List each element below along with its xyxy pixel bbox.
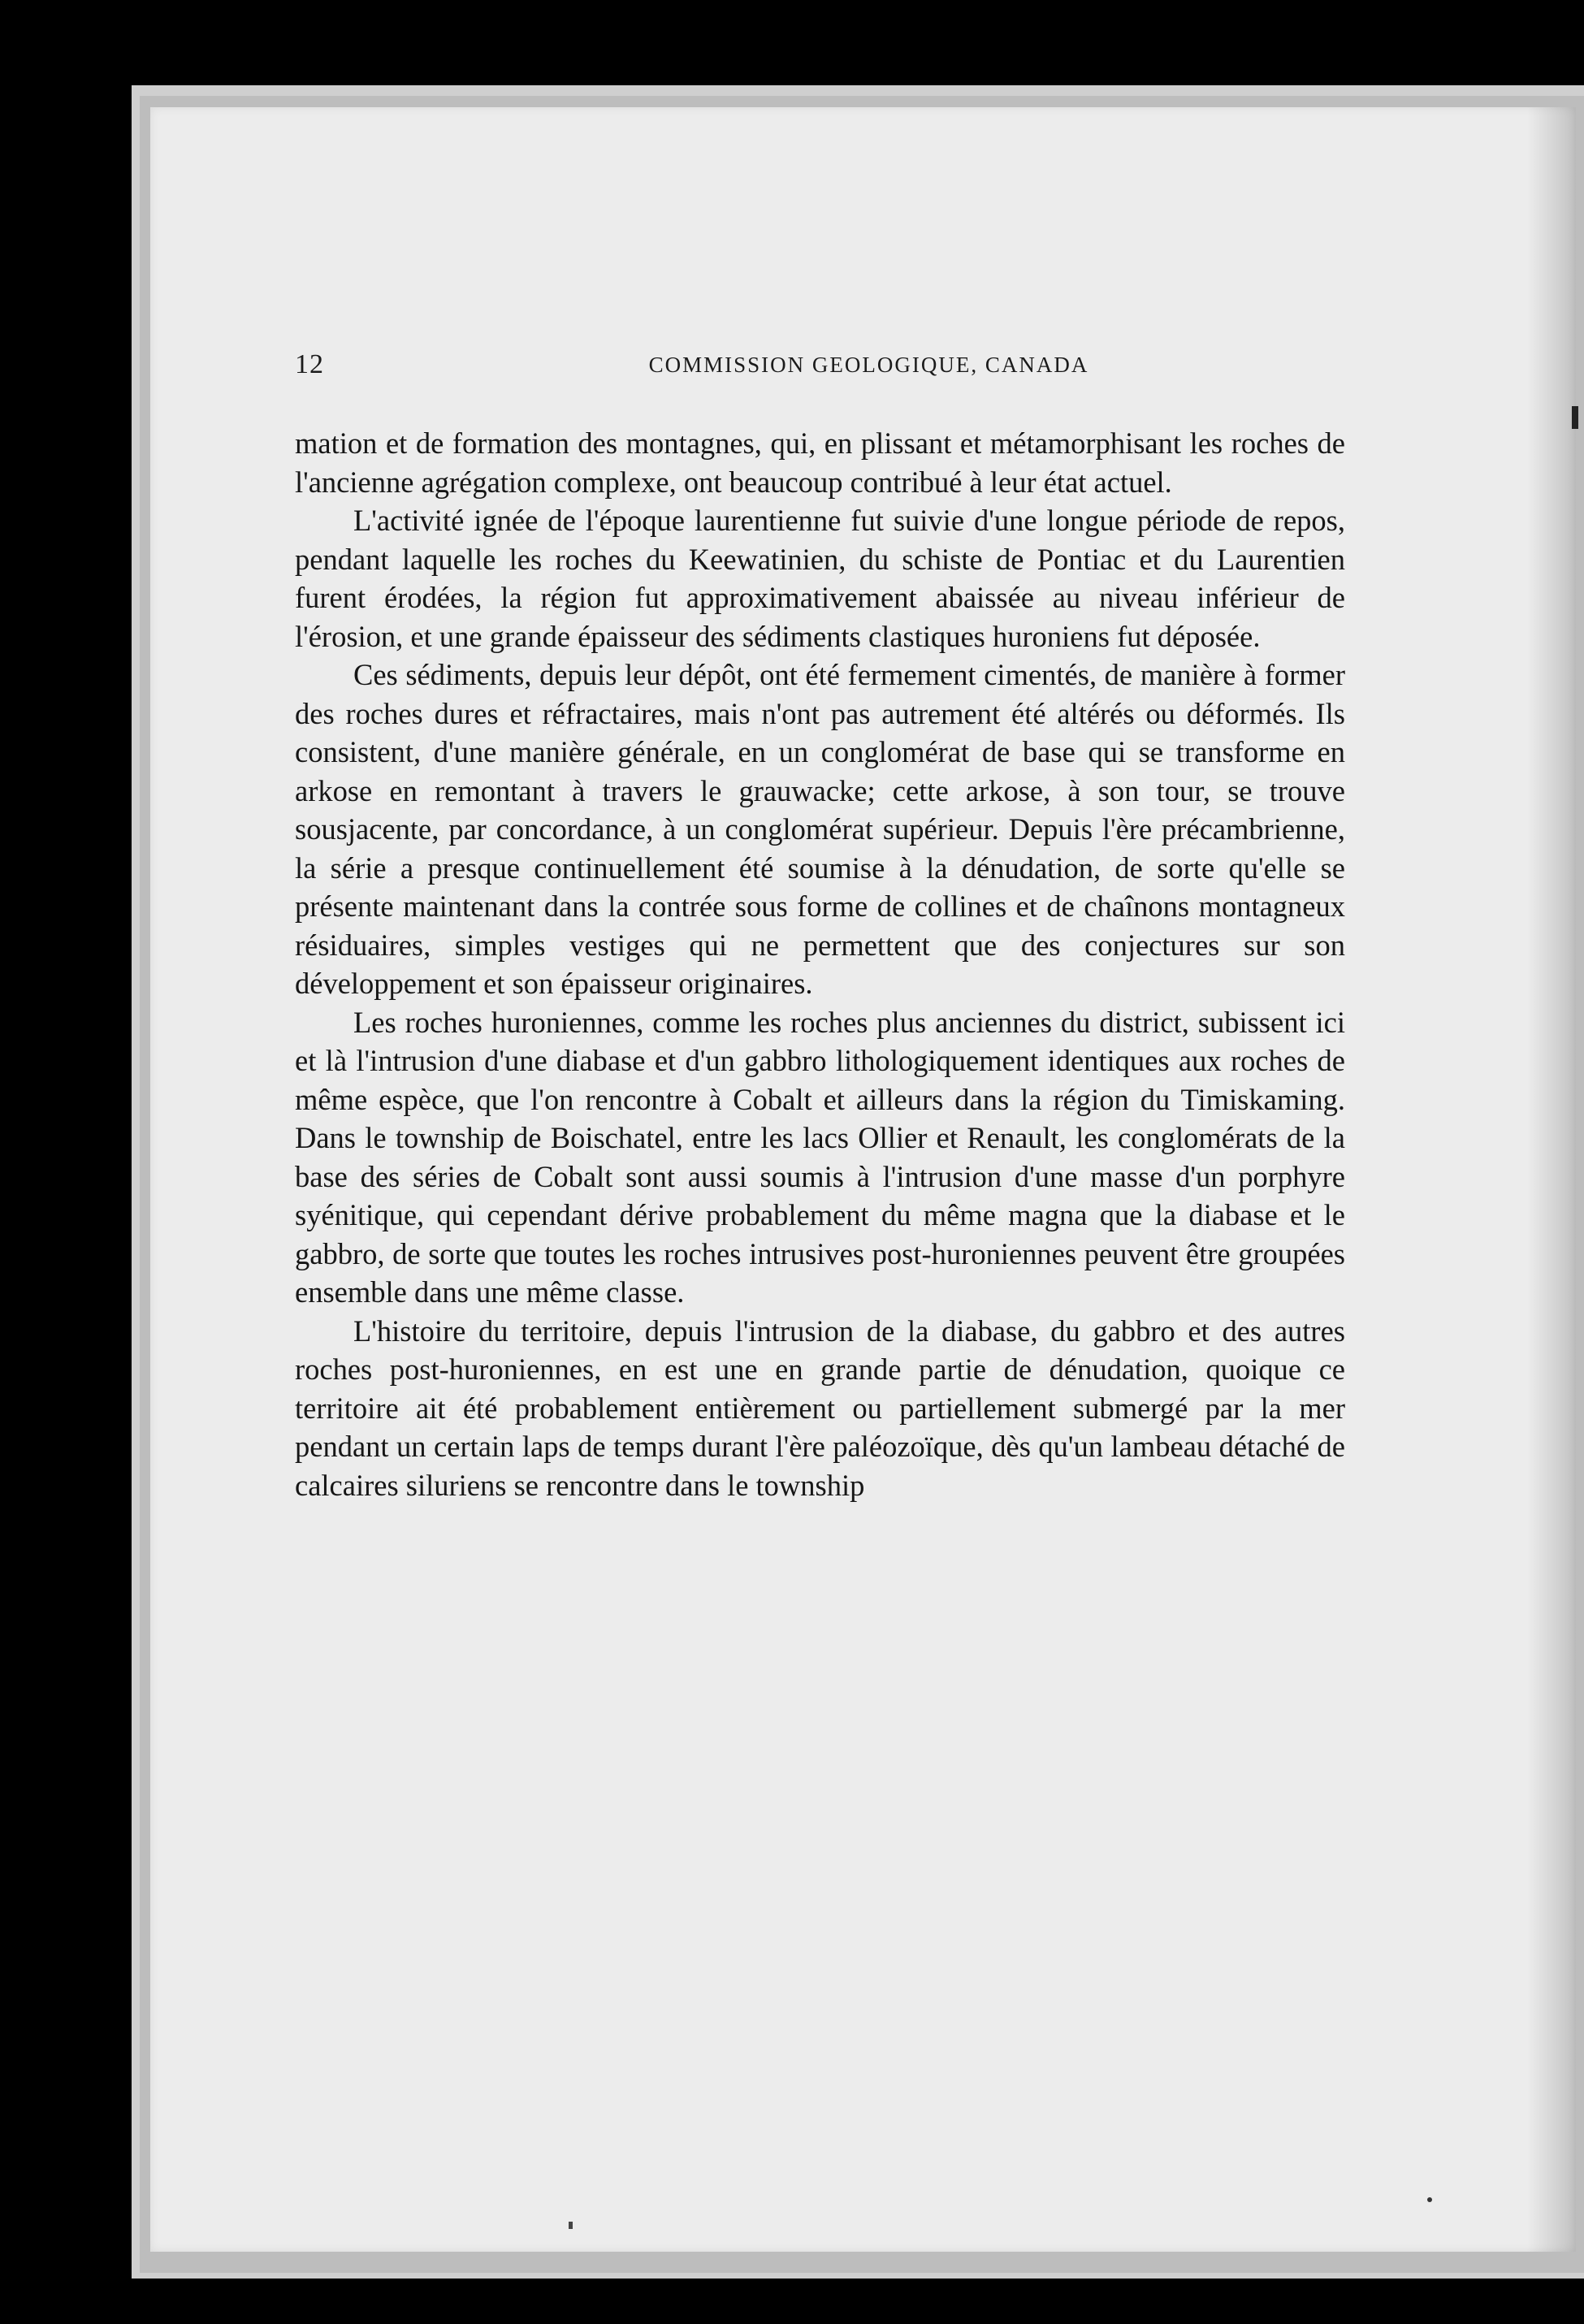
page-number: 12 [295, 349, 324, 379]
paragraph-2: L'activité ignée de l'époque laurentienne fut suivie d'une longue période de repos, pendant laquelle les roches du Keewatinien, du schiste de Pontiac et du Laurentien furent érodées, la région fut approximativement abaissée au niveau inférieur de l'érosion, et une grande épaisseur des sédiments clastiques huroniens fut déposée. [295, 504, 1345, 653]
paragraph-3: Ces sédiments, depuis leur dépôt, ont été fermement cimentés, de manière à former des roches dures et réfractaires, mais n'ont pas autrement été altérés ou déformés. Ils consistent, d'une manière générale, en un conglomérat de base qui se transforme en arkose en remontant à travers le grauwacke; cette arkose, à son tour, se trouve sousjacente, par concordance, à un conglomérat supérieur. Depuis l'ère précambrienne, la série a presque continuellement été soumise à la dénudation, de sorte qu'elle se présente maintenant dans la contrée sous forme de collines et de chaînons montagneux résiduaires, simples vestiges qui ne permettent que des conjectures sur son développement et son épaisseur originaires. [295, 658, 1345, 1000]
paragraph-4: Les roches huroniennes, comme les roches plus anciennes du district, subissent ici et là l'intrusion d'une diabase et d'un gabbro lithologiquement identiques aux roches de même espèce, que l'on rencontre à Cobalt et ailleurs dans la région du Timiskaming. Dans le township de Boischatel, entre les lacs Ollier et Renault, les conglomérats de la base des séries de Cobalt sont aussi soumis à l'intrusion d'une masse d'un porphyre syénitique, qui cependant dérive probablement du même magna que la diabase et le gabbro, de sorte que toutes les roches intrusives post-huroniennes peuvent être groupées ensemble dans une même classe. [295, 1005, 1345, 1309]
scan-speck [1427, 2197, 1432, 2202]
page-header [295, 349, 1345, 398]
paragraph-5: L'histoire du territoire, depuis l'intrusion de la diabase, du gabbro et des autres roches post-huroniennes, en est une en grande partie de dénudation, quoique ce territoire ait été probablement entièrement ou partiellement submergé par la mer pendant un certain laps de temps durant l'ère paléozoïque, dès qu'un lambeau détaché de calcaires siluriens se rencontre dans le township [295, 1313, 1345, 1502]
paragraph-1: mation et de formation des montagnes, qui, en plissant et métamorphisant les roches de l'ancienne agrégation complexe, ont beaucoup contribué à leur état actuel. [295, 426, 1345, 499]
page-gutter-shadow [1527, 107, 1576, 2252]
body-text [295, 424, 1345, 1504]
running-head: COMMISSION GEOLOGIQUE, CANADA [648, 353, 1089, 377]
scan-speck [1572, 406, 1578, 429]
scan-speck [569, 2222, 573, 2229]
